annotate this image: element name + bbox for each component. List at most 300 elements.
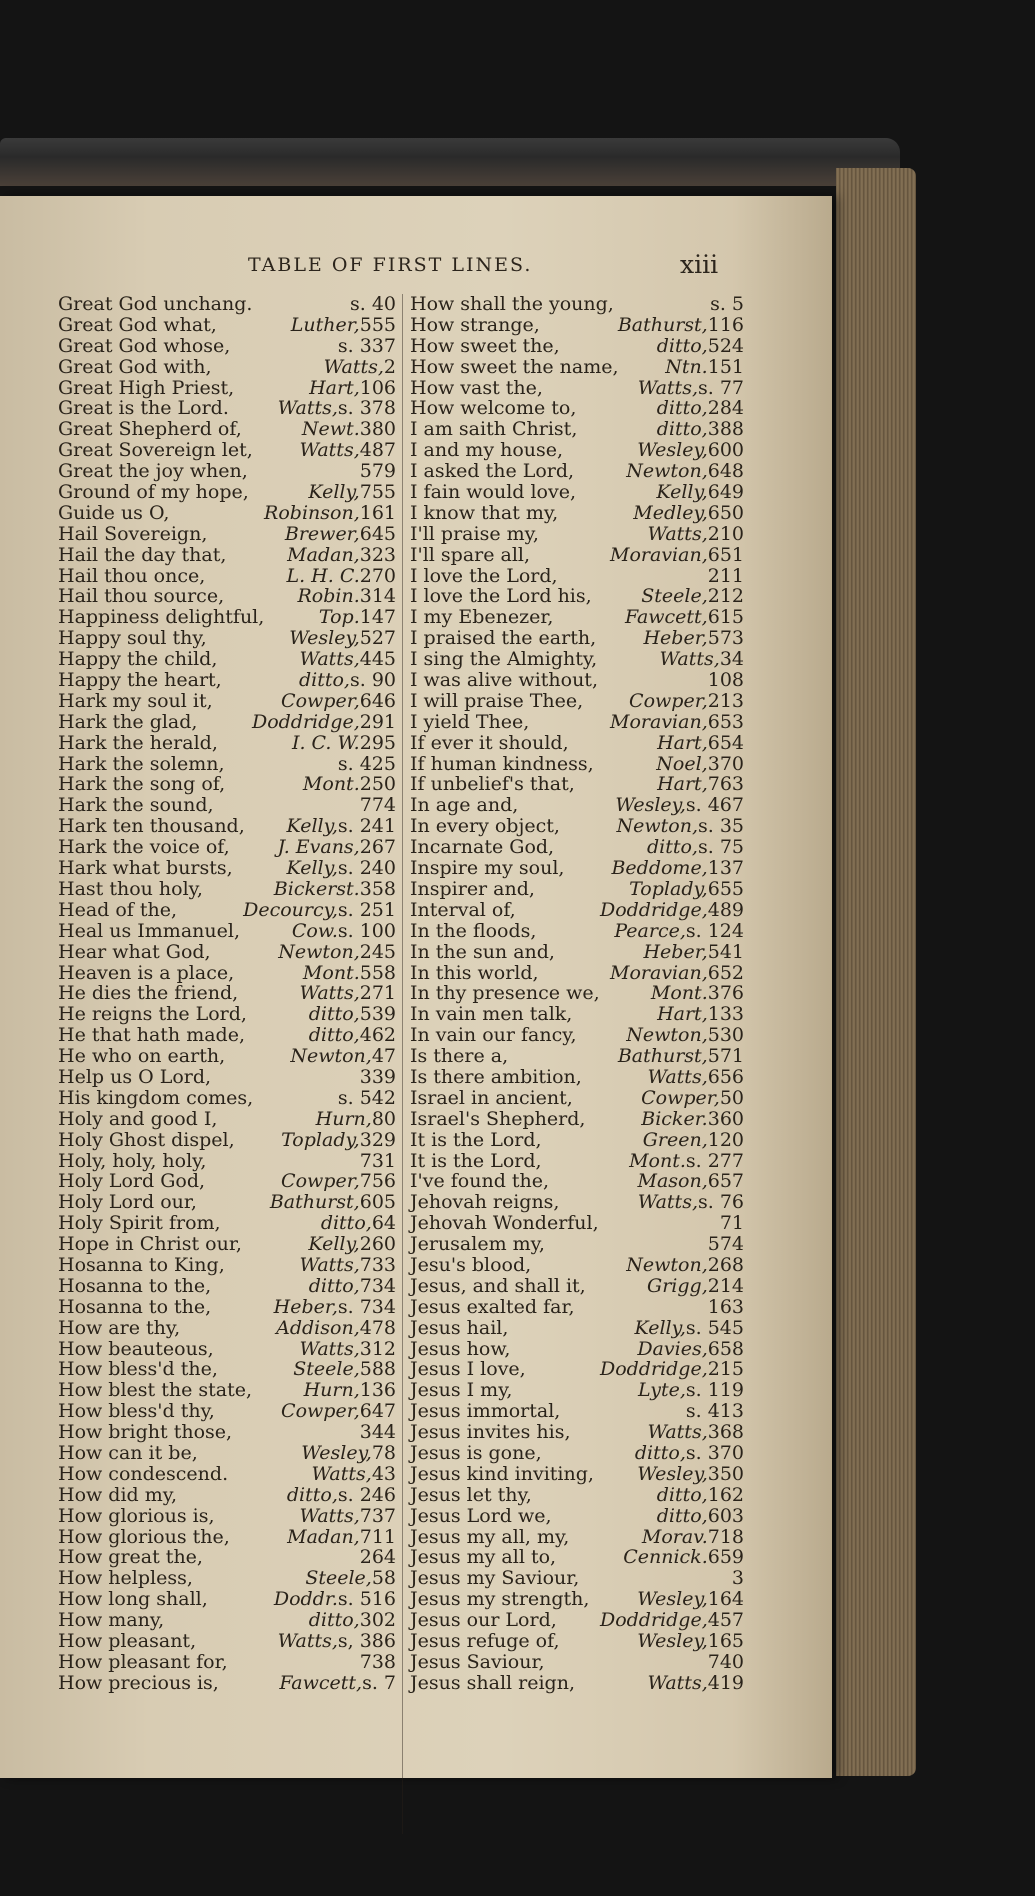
- hymn-reference: [641, 586, 744, 607]
- index-entry: [410, 795, 744, 816]
- hymn-number: s. 542: [337, 1086, 396, 1109]
- book-page: [0, 196, 832, 1778]
- index-entry: [410, 1506, 744, 1527]
- first-line: Jesus exalted far,: [410, 1295, 575, 1318]
- first-line: Hosanna to the,: [58, 1274, 212, 1297]
- hymn-reference: [657, 419, 744, 440]
- hymn-number: 541: [707, 940, 744, 963]
- hymn-number: 734: [359, 1274, 396, 1297]
- hymn-reference: [651, 983, 744, 1004]
- first-line: I'll spare all,: [410, 543, 531, 566]
- index-entry: [58, 1547, 396, 1568]
- first-line: Hark the song of,: [58, 773, 226, 796]
- index-entry: [58, 858, 396, 879]
- index-entry: [58, 1568, 396, 1589]
- hymn-number: s. 90: [349, 669, 396, 692]
- author-name: Newton,: [616, 815, 698, 838]
- hymn-reference: [287, 545, 396, 566]
- hymn-reference: [656, 482, 744, 503]
- hymn-number: 108: [707, 669, 744, 692]
- first-line: Hark my soul it,: [58, 689, 213, 712]
- index-entry: [58, 461, 396, 482]
- hymn-reference: [647, 524, 744, 545]
- index-entry: [58, 733, 396, 754]
- hymn-reference: [281, 1171, 396, 1192]
- first-line: How blest the state,: [58, 1379, 253, 1402]
- first-line: I was alive without,: [410, 669, 598, 692]
- hymn-number: 260: [359, 1233, 396, 1256]
- author-name: Cow.: [291, 919, 338, 942]
- book-cover-top: [0, 138, 900, 186]
- author-name: Hart,: [657, 773, 708, 796]
- hymn-reference: [610, 963, 744, 984]
- index-entry: [410, 1568, 744, 1589]
- index-entry: [410, 1443, 744, 1464]
- hymn-number: s. 251: [337, 898, 396, 921]
- hymn-number: 250: [359, 773, 396, 796]
- hymn-number: s. 77: [697, 376, 744, 399]
- index-entry: [58, 1652, 396, 1673]
- first-line: Hark the sound,: [58, 794, 214, 817]
- first-line: Great Sovereign let,: [58, 439, 253, 462]
- hymn-number: 711: [359, 1525, 396, 1548]
- hymn-number: 527: [359, 627, 396, 650]
- first-line: How sweet the,: [410, 334, 560, 357]
- hymn-number: 210: [707, 522, 744, 545]
- hymn-number: 370: [707, 752, 744, 775]
- hymn-reference: [302, 419, 396, 440]
- author-name: Hart,: [657, 731, 708, 754]
- index-entry: [58, 294, 396, 315]
- first-line: Is there ambition,: [410, 1065, 582, 1088]
- author-name: Watts,: [299, 982, 360, 1005]
- hymn-reference: [299, 649, 396, 670]
- index-entry: [410, 1171, 744, 1192]
- index-entry: [410, 1359, 744, 1380]
- first-line: I praised the earth,: [410, 627, 597, 650]
- hymn-number: 213: [707, 689, 744, 712]
- hymn-reference: [708, 670, 744, 691]
- hymn-number: 268: [707, 1253, 744, 1276]
- first-line: I love the Lord,: [410, 564, 558, 587]
- hymn-number: 368: [707, 1421, 744, 1444]
- hymn-number: 731: [359, 1149, 396, 1172]
- hymn-number: s. 425: [337, 752, 396, 775]
- hymn-number: 573: [707, 627, 744, 650]
- hymn-reference: [710, 294, 744, 315]
- index-entry: [410, 942, 744, 963]
- hymn-reference: [660, 649, 744, 670]
- author-name: ditto,: [308, 1609, 360, 1632]
- hymn-reference: [281, 1130, 396, 1151]
- hymn-number: 530: [707, 1024, 744, 1047]
- hymn-reference: [626, 1255, 744, 1276]
- first-line: Hark ten thousand,: [58, 815, 245, 838]
- index-entry: [410, 670, 744, 691]
- hymn-reference: [287, 858, 396, 879]
- hymn-number: 211: [707, 564, 744, 587]
- first-line: In every object,: [410, 815, 560, 838]
- hymn-reference: [278, 837, 396, 858]
- hymn-number: s. 467: [685, 794, 744, 817]
- author-name: Cowper,: [641, 1086, 720, 1109]
- first-line: Hark the solemn,: [58, 752, 225, 775]
- hymn-number: 457: [707, 1609, 744, 1632]
- author-name: Doddridge,: [599, 1358, 708, 1381]
- index-entry: [410, 336, 744, 357]
- hymn-number: 605: [359, 1191, 396, 1214]
- hymn-reference: [278, 942, 396, 963]
- author-name: Doddridge,: [599, 1609, 708, 1632]
- first-line: How pleasant for,: [58, 1650, 228, 1673]
- hymn-number: 358: [359, 877, 396, 900]
- hymn-reference: [647, 1673, 744, 1694]
- author-name: Kelly,: [634, 1316, 686, 1339]
- hymn-reference: [637, 440, 744, 461]
- index-entry: [410, 1318, 744, 1339]
- first-line: How bless'd the,: [58, 1358, 218, 1381]
- hymn-reference: [278, 398, 396, 419]
- hymn-number: s, 386: [337, 1630, 396, 1652]
- hymn-reference: [299, 670, 396, 691]
- index-entry: [410, 524, 744, 545]
- hymn-number: 755: [359, 481, 396, 504]
- first-line: Holy and good I,: [58, 1107, 218, 1130]
- author-name: Wesley,: [289, 627, 360, 650]
- index-entry: [58, 754, 396, 775]
- hymn-number: 360: [707, 1107, 744, 1130]
- first-line: How are thy,: [58, 1316, 181, 1339]
- hymn-reference: [638, 1380, 744, 1401]
- author-name: Watts,: [299, 1253, 360, 1276]
- hymn-reference: [641, 1088, 744, 1109]
- first-line: In age and,: [410, 794, 519, 817]
- author-name: ditto,: [656, 1504, 708, 1527]
- first-line: Jesus my all, my,: [410, 1525, 570, 1548]
- hymn-reference: [279, 1673, 396, 1694]
- author-name: Kelly,: [308, 1233, 360, 1256]
- hymn-reference: [264, 503, 396, 524]
- index-entry: [58, 1067, 396, 1088]
- first-line: His kingdom comes,: [58, 1086, 254, 1109]
- first-line: How glorious the,: [58, 1525, 230, 1548]
- index-entry: [410, 1255, 744, 1276]
- first-line: Jehovah reigns,: [410, 1191, 560, 1214]
- index-entry: [58, 1631, 396, 1652]
- index-entry: [410, 1088, 744, 1109]
- hymn-reference: [643, 628, 744, 649]
- hymn-reference: [299, 1339, 396, 1360]
- author-name: Decourcy,: [243, 898, 338, 921]
- author-name: Wesley,: [637, 439, 708, 462]
- first-line: Great the joy when,: [58, 460, 248, 483]
- first-line: How pleasant,: [58, 1630, 197, 1652]
- hymn-reference: [319, 607, 396, 628]
- author-name: Fawcett,: [625, 606, 708, 629]
- index-entry: [58, 1318, 396, 1339]
- index-entry: [58, 1297, 396, 1318]
- author-name: Newton,: [278, 940, 360, 963]
- first-line: How helpless,: [58, 1567, 193, 1590]
- index-entry: [58, 1673, 396, 1694]
- first-line: Jesus Lord we,: [410, 1504, 552, 1527]
- hymn-number: 116: [707, 313, 744, 336]
- hymn-number: 133: [707, 1003, 744, 1026]
- index-entry: [58, 1485, 396, 1506]
- first-line: Great Shepherd of,: [58, 418, 242, 441]
- first-line: Jesus is gone,: [410, 1441, 542, 1464]
- index-entry: [410, 482, 744, 503]
- first-line: Hosanna to the,: [58, 1295, 212, 1318]
- author-name: Newt.: [301, 418, 360, 441]
- author-name: Newton,: [626, 460, 708, 483]
- hymn-reference: [360, 1422, 396, 1443]
- index-entry: [410, 1589, 744, 1610]
- hymn-reference: [610, 545, 744, 566]
- hymn-number: 733: [359, 1253, 396, 1276]
- index-entry: [410, 1213, 744, 1234]
- author-name: Doddridge,: [251, 710, 360, 733]
- index-entry: [410, 545, 744, 566]
- hymn-number: 291: [359, 710, 396, 733]
- first-line: In vain men talk,: [410, 1003, 573, 1026]
- author-name: ditto,: [656, 334, 708, 357]
- first-line: Jesus Saviour,: [410, 1650, 545, 1673]
- hymn-number: 571: [707, 1045, 744, 1068]
- first-line: How long shall,: [58, 1588, 208, 1611]
- hymn-number: 212: [707, 585, 744, 608]
- first-line: Ground of my hope,: [58, 481, 249, 504]
- index-entry: [58, 586, 396, 607]
- first-line: How sweet the name,: [410, 355, 619, 378]
- author-name: Bathurst,: [617, 313, 708, 336]
- first-line: Jesus invites his,: [410, 1421, 571, 1444]
- column-divider: [402, 294, 403, 1834]
- hymn-reference: [274, 1589, 396, 1610]
- author-name: Watts,: [299, 439, 360, 462]
- hymn-reference: [637, 1339, 744, 1360]
- first-line: Hear what God,: [58, 940, 211, 963]
- first-line: How welcome to,: [410, 397, 577, 420]
- index-entry: [58, 1422, 396, 1443]
- hymn-number: 419: [707, 1671, 744, 1694]
- hymn-reference: [623, 1547, 744, 1568]
- first-line: He dies the friend,: [58, 982, 239, 1005]
- index-entry: [410, 1485, 744, 1506]
- author-name: Wesley,: [301, 1441, 372, 1464]
- index-entry: [58, 774, 396, 795]
- first-line: Great God unchang.: [58, 293, 253, 315]
- index-entry: [410, 398, 744, 419]
- hymn-reference: [309, 1025, 396, 1046]
- first-line: Holy Lord our,: [58, 1191, 197, 1214]
- author-name: Watts,: [647, 1065, 708, 1088]
- index-entry: [410, 315, 744, 336]
- first-line: In vain our fancy,: [410, 1024, 577, 1047]
- hymn-reference: [637, 1171, 744, 1192]
- index-entry: [58, 357, 396, 378]
- hymn-reference: [281, 691, 396, 712]
- author-name: ditto,: [320, 1212, 372, 1235]
- first-line: Incarnate God,: [410, 836, 555, 859]
- author-name: L. H. C.: [286, 564, 360, 587]
- author-name: Watts,: [323, 355, 384, 378]
- hymn-reference: [243, 900, 396, 921]
- first-line: Happy the heart,: [58, 669, 222, 692]
- first-line: Happy the child,: [58, 648, 218, 671]
- index-entry: [58, 816, 396, 837]
- index-entry: [410, 1151, 744, 1172]
- index-entry: [58, 670, 396, 691]
- index-entry: [410, 983, 744, 1004]
- author-name: Steele,: [641, 585, 708, 608]
- first-line: Jesus my all to,: [410, 1546, 557, 1569]
- index-entry: [410, 1422, 744, 1443]
- index-entry: [58, 921, 396, 942]
- index-entry: [58, 1527, 396, 1548]
- hymn-number: 2: [383, 355, 396, 378]
- hymn-number: 339: [359, 1065, 396, 1088]
- first-line: Israel in ancient,: [410, 1086, 573, 1109]
- index-entry: [58, 1506, 396, 1527]
- author-name: Cowper,: [281, 1400, 360, 1423]
- author-name: Medley,: [633, 501, 708, 524]
- first-line: I know that my,: [410, 501, 559, 524]
- hymn-number: 270: [359, 564, 396, 587]
- hymn-reference: [293, 1359, 396, 1380]
- first-line: Hark the voice of,: [58, 836, 230, 859]
- index-entry: [410, 816, 744, 837]
- hymn-number: 163: [707, 1295, 744, 1318]
- first-line: In thy presence we,: [410, 982, 600, 1005]
- hymn-reference: [732, 1568, 744, 1589]
- author-name: Hart,: [309, 376, 360, 399]
- index-entry: [410, 1025, 744, 1046]
- hymn-reference: [305, 1568, 396, 1589]
- author-name: ditto,: [298, 669, 350, 692]
- first-line: Jesus my Saviour,: [410, 1567, 580, 1590]
- hymn-reference: [360, 1652, 396, 1673]
- index-entry: [58, 315, 396, 336]
- hymn-number: 161: [359, 501, 396, 524]
- author-name: Green,: [642, 1128, 708, 1151]
- index-entry: [58, 1004, 396, 1025]
- author-name: Top.: [318, 606, 360, 629]
- hymn-reference: [708, 1652, 744, 1673]
- hymn-reference: [637, 1631, 744, 1652]
- hymn-number: 555: [359, 313, 396, 336]
- hymn-reference: [321, 1213, 396, 1234]
- hymn-reference: [291, 315, 396, 336]
- hymn-reference: [292, 921, 396, 942]
- hymn-number: 314: [359, 585, 396, 608]
- author-name: ditto,: [646, 836, 698, 859]
- index-entry: [410, 1547, 744, 1568]
- hymn-reference: [635, 1443, 744, 1464]
- first-line: Head of the,: [58, 898, 178, 921]
- index-entry: [410, 1046, 744, 1067]
- index-entry: [410, 357, 744, 378]
- hymn-reference: [287, 1527, 396, 1548]
- index-entry: [58, 1276, 396, 1297]
- first-line: He reigns the Lord,: [58, 1003, 247, 1026]
- index-entry: [58, 1443, 396, 1464]
- author-name: Madan,: [287, 1525, 360, 1548]
- index-column-left: [58, 294, 396, 1694]
- index-entry: [58, 545, 396, 566]
- index-entry: [410, 1631, 744, 1652]
- first-line: Guide us O,: [58, 501, 170, 524]
- first-line: If ever it should,: [410, 731, 569, 754]
- hymn-reference: [708, 566, 744, 587]
- author-name: Lyte,: [637, 1379, 686, 1402]
- hymn-number: s. 100: [337, 919, 396, 942]
- author-name: Beddome,: [611, 857, 708, 880]
- index-entry: [58, 1464, 396, 1485]
- hymn-number: 445: [359, 648, 396, 671]
- author-name: ditto,: [656, 418, 708, 441]
- hymn-number: 388: [707, 418, 744, 441]
- author-name: Kelly,: [286, 857, 338, 880]
- first-line: Inspirer and,: [410, 877, 535, 900]
- index-entry: [58, 503, 396, 524]
- first-line: Inspire my soul,: [410, 857, 565, 880]
- index-entry: [410, 1339, 744, 1360]
- index-entry: [58, 398, 396, 419]
- index-entry: [58, 983, 396, 1004]
- hymn-reference: [629, 1151, 744, 1172]
- first-line: He who on earth,: [58, 1045, 226, 1068]
- hymn-reference: [303, 963, 396, 984]
- hymn-reference: [626, 1025, 744, 1046]
- author-name: Hurn,: [303, 1379, 360, 1402]
- index-entry: [58, 1589, 396, 1610]
- author-name: Bathurst,: [617, 1045, 708, 1068]
- hymn-number: s. 370: [685, 1441, 744, 1464]
- hymn-number: 646: [359, 689, 396, 712]
- hymn-reference: [638, 378, 744, 399]
- author-name: Bathurst,: [269, 1191, 360, 1214]
- hymn-reference: [274, 879, 396, 900]
- author-name: Toplady,: [629, 877, 708, 900]
- author-name: Wesley,: [637, 1630, 708, 1652]
- index-entry: [410, 1673, 744, 1694]
- author-name: ditto,: [308, 1003, 360, 1026]
- hymn-reference: [625, 607, 744, 628]
- hymn-number: 653: [707, 710, 744, 733]
- index-entry: [58, 524, 396, 545]
- author-name: Pearce,: [614, 919, 686, 942]
- hymn-number: s. 516: [337, 1588, 396, 1611]
- first-line: Jesus I love,: [410, 1358, 526, 1381]
- page-title: TABLE OF FIRST LINES.: [248, 254, 533, 276]
- hymn-number: 137: [707, 857, 744, 880]
- first-line: Holy Spirit from,: [58, 1212, 221, 1235]
- hymn-number: s. 378: [337, 397, 396, 420]
- hymn-reference: [641, 1109, 744, 1130]
- first-line: How many,: [58, 1609, 165, 1632]
- hymn-reference: [642, 1527, 744, 1548]
- index-entry: [410, 691, 744, 712]
- author-name: Hurn,: [315, 1107, 372, 1130]
- first-line: Hail thou once,: [58, 564, 206, 587]
- hymn-reference: [657, 774, 744, 795]
- hymn-number: 164: [707, 1588, 744, 1611]
- first-line: Jesu's blood,: [410, 1253, 532, 1276]
- first-line: Great is the Lord.: [58, 397, 229, 420]
- hymn-number: s. 545: [685, 1316, 744, 1339]
- first-line: Jesus immortal,: [410, 1400, 561, 1423]
